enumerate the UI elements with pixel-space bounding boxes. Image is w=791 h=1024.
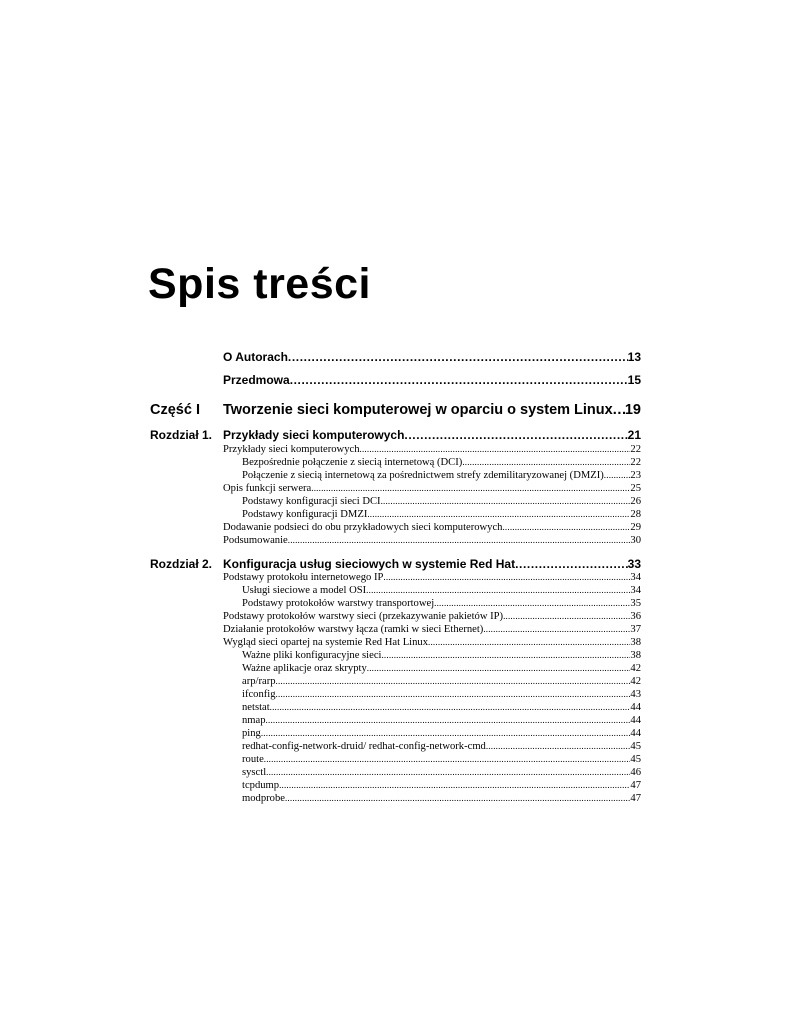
toc-row-sec2	[0, 789, 791, 805]
toc-entry-title: nmap	[242, 715, 266, 726]
toc-entry-title: Tworzenie sieci komputerowej w oparciu o system Linux	[223, 402, 613, 418]
toc-entry-page: 44	[630, 728, 641, 739]
toc-entry-page: 42	[630, 676, 641, 687]
toc-entry-title: Przykłady sieci komputerowych	[223, 428, 405, 442]
toc-entry-title: Podstawy protokołu internetowego IP	[223, 572, 384, 583]
toc-entry-title: Podsumowanie	[223, 535, 288, 546]
toc-entry-page: 36	[630, 611, 641, 622]
toc-entry-page: 34	[630, 572, 641, 583]
toc-entry-title: Bezpośrednie połączenie z siecią internetową (DCI)	[242, 457, 463, 468]
toc-entry-page: 38	[630, 637, 641, 648]
toc-entry-page: 26	[630, 496, 641, 507]
toc-entry-page: 38	[630, 650, 641, 661]
chapter-label: Rozdział 2.	[150, 557, 213, 571]
toc-entry-page: 43	[630, 689, 641, 700]
toc-entry-page: 29	[630, 522, 641, 533]
toc-entry-page: 46	[630, 767, 641, 778]
toc-entry-title: redhat-config-network-druid/ redhat-config-network-cmd	[242, 741, 486, 752]
dot-leader	[290, 373, 628, 387]
dot-leader	[288, 534, 631, 547]
toc-entry-title: arp/rarp	[242, 676, 276, 687]
page-title: Spis treści	[148, 260, 371, 308]
toc-entry-title: Podstawy konfiguracji DMZI	[242, 509, 368, 520]
toc-entry-title: route	[242, 754, 264, 765]
toc-entry-page: 33	[627, 557, 641, 571]
toc-entry[interactable]	[223, 350, 641, 364]
toc-entry-title: ping	[242, 728, 261, 739]
toc-entry-title: Usługi sieciowe a model OSI	[242, 585, 367, 596]
toc-entry-title: Ważne aplikacje oraz skrypty	[242, 663, 367, 674]
toc-entry-page: 44	[630, 702, 641, 713]
toc-entry-page: 42	[630, 663, 641, 674]
toc-entry[interactable]	[223, 534, 641, 547]
toc-entry-title: Przykłady sieci komputerowych	[223, 444, 360, 455]
toc-entry-title: sysctl	[242, 767, 267, 778]
dot-leader	[285, 792, 630, 805]
toc-entry-title: O Autorach	[223, 350, 288, 364]
toc-entry-title: tcpdump	[242, 780, 280, 791]
toc-entry-title: Opis funkcji serwera	[223, 483, 312, 494]
toc-entry-title: Podstawy protokołów warstwy sieci (przekazywanie pakietów IP)	[223, 611, 504, 622]
toc-entry-page: 23	[630, 470, 641, 481]
toc-entry-title: Przedmowa	[223, 373, 290, 387]
toc-entry-title: Działanie protokołów warstwy łącza (ramki w sieci Ethernet)	[223, 624, 484, 635]
toc-entry-page: 45	[630, 741, 641, 752]
toc-entry-page: 35	[630, 598, 641, 609]
toc-entry-page: 21	[627, 428, 641, 442]
toc-entry-page: 19	[624, 402, 641, 418]
toc-entry-page: 37	[630, 624, 641, 635]
toc-entry-title: Ważne pliki konfiguracyjne sieci	[242, 650, 382, 661]
toc-entry-title: ifconfig	[242, 689, 276, 700]
toc-row-part	[0, 403, 791, 419]
dot-leader	[613, 402, 625, 419]
toc-entry-page: 28	[630, 509, 641, 520]
toc-entry-page: 45	[630, 754, 641, 765]
dot-leader	[288, 350, 628, 364]
toc-row-sec1	[0, 531, 791, 547]
part-label: Część I	[150, 402, 200, 418]
toc-entry-title: Konfiguracja usług sieciowych w systemie Red Hat	[223, 557, 516, 571]
toc-entry-title: netstat	[242, 702, 270, 713]
toc-entry-page: 22	[630, 457, 641, 468]
toc-entry[interactable]	[223, 373, 641, 387]
toc-row-front	[0, 371, 791, 387]
toc-entry[interactable]	[242, 792, 641, 805]
toc-entry-page: 22	[630, 444, 641, 455]
toc-entry-page: 30	[630, 535, 641, 546]
toc-entry-page: 13	[627, 350, 641, 364]
chapter-label: Rozdział 1.	[150, 428, 213, 442]
toc-entry[interactable]	[223, 402, 641, 419]
toc-entry-title: Dodawanie podsieci do obu przykładowych sieci komputerowych	[223, 522, 503, 533]
toc-entry-page: 47	[630, 780, 641, 791]
toc-entry-title: Podstawy konfiguracji sieci DCI	[242, 496, 381, 507]
toc-entry-title: Podstawy protokołów warstwy transportowej	[242, 598, 435, 609]
toc-entry-page: 15	[627, 373, 641, 387]
toc-entry-page: 25	[630, 483, 641, 494]
toc-entry-page: 47	[630, 793, 641, 804]
toc-entry-page: 34	[630, 585, 641, 596]
toc-row-front	[0, 348, 791, 364]
toc-entry-title: modprobe	[242, 793, 285, 804]
toc-entry-title: Połączenie z siecią internetową za pośrednictwem strefy zdemilitaryzowanej (DMZI)	[242, 470, 604, 481]
toc-entry-title: Wygląd sieci opartej na systemie Red Hat Linux	[223, 637, 429, 648]
toc-entry-page: 44	[630, 715, 641, 726]
